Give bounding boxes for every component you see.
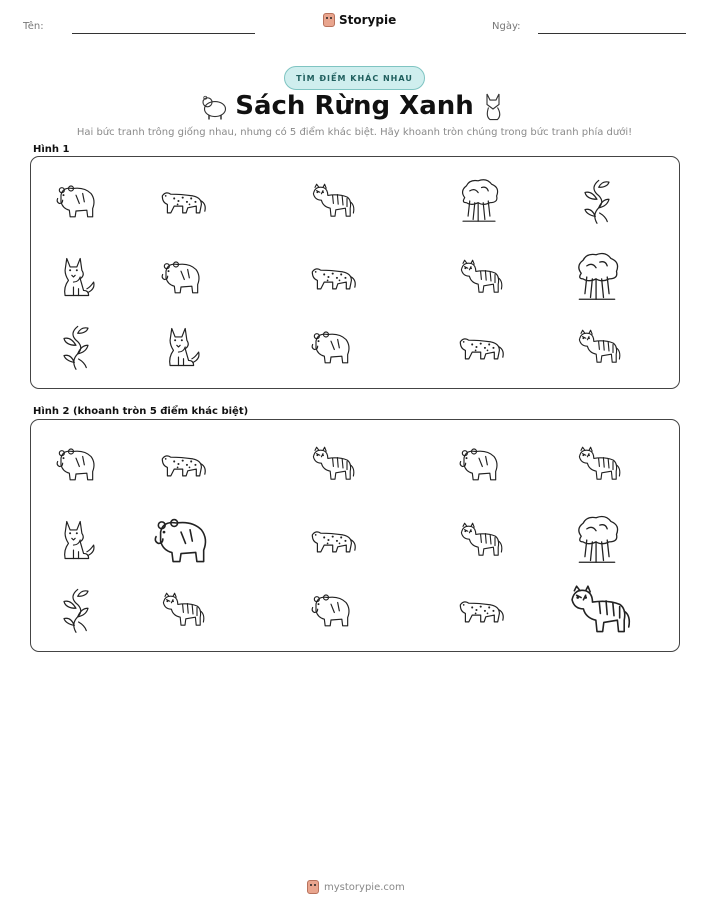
instructions: Hai bức tranh trông giống nhau, nhưng có 5 điểm khác biệt. Hãy khoanh tròn chúng trong bức tranh phía dưới!: [76, 127, 633, 138]
brand-logo: [323, 13, 396, 27]
picture2-bear-icon[interactable]: [306, 588, 356, 632]
picture1-bear-icon: [51, 179, 101, 223]
storypie-icon: [307, 880, 319, 894]
picture1-vine-icon: [579, 177, 615, 225]
picture1-tree-icon: [458, 177, 500, 225]
page-title: Sách Rừng Xanh: [235, 91, 474, 121]
picture1-tree-icon: [573, 251, 621, 303]
picture2-bear-icon[interactable]: [147, 510, 215, 570]
date-label: Ngày:: [492, 21, 521, 32]
picture1-bear-icon: [156, 255, 206, 299]
picture1-panel: [30, 156, 680, 389]
picture1-leopard-icon: [305, 260, 357, 294]
picture1-leopard-icon: [155, 184, 207, 218]
picture2-leopard-icon[interactable]: [155, 447, 207, 481]
picture2-leopard-icon[interactable]: [453, 593, 505, 627]
picture1-vine-icon: [58, 323, 94, 371]
picture2-tiger-icon[interactable]: [307, 443, 355, 485]
picture2-bear-icon[interactable]: [454, 442, 504, 486]
picture1-tiger-icon: [455, 256, 503, 298]
picture2-wolf-icon[interactable]: [55, 514, 97, 566]
picture2-bear-icon[interactable]: [51, 442, 101, 486]
picture2-leopard-icon[interactable]: [305, 523, 357, 557]
activity-badge: [284, 66, 425, 90]
picture2-panel[interactable]: [30, 419, 680, 652]
name-line[interactable]: [72, 33, 255, 34]
date-line[interactable]: [538, 33, 686, 34]
picture1-label: Hình 1: [33, 144, 70, 155]
picture1-bear-icon: [306, 325, 356, 369]
badge-text: TÌM ĐIỂM KHÁC NHAU: [296, 73, 413, 83]
picture2-tree-icon[interactable]: [573, 514, 621, 566]
storypie-icon: [323, 13, 335, 27]
picture2-label: Hình 2 (khoanh tròn 5 điểm khác biệt): [33, 406, 249, 417]
picture2-tiger-icon[interactable]: [563, 580, 631, 640]
footer: [307, 880, 405, 894]
footer-url: mystorypie.com: [324, 881, 405, 893]
picture1-tiger-icon: [307, 180, 355, 222]
picture1-wolf-icon: [160, 321, 202, 373]
picture1-wolf-icon: [55, 251, 97, 303]
picture2-tiger-icon[interactable]: [157, 589, 205, 631]
picture2-vine-icon[interactable]: [58, 586, 94, 634]
wolf-icon: [478, 91, 508, 121]
picture1-leopard-icon: [453, 330, 505, 364]
picture2-tiger-icon[interactable]: [573, 443, 621, 485]
picture1-tiger-icon: [573, 326, 621, 368]
name-label: Tên:: [23, 21, 44, 32]
picture2-tiger-icon[interactable]: [455, 519, 503, 561]
brand-name: Storypie: [339, 13, 397, 27]
